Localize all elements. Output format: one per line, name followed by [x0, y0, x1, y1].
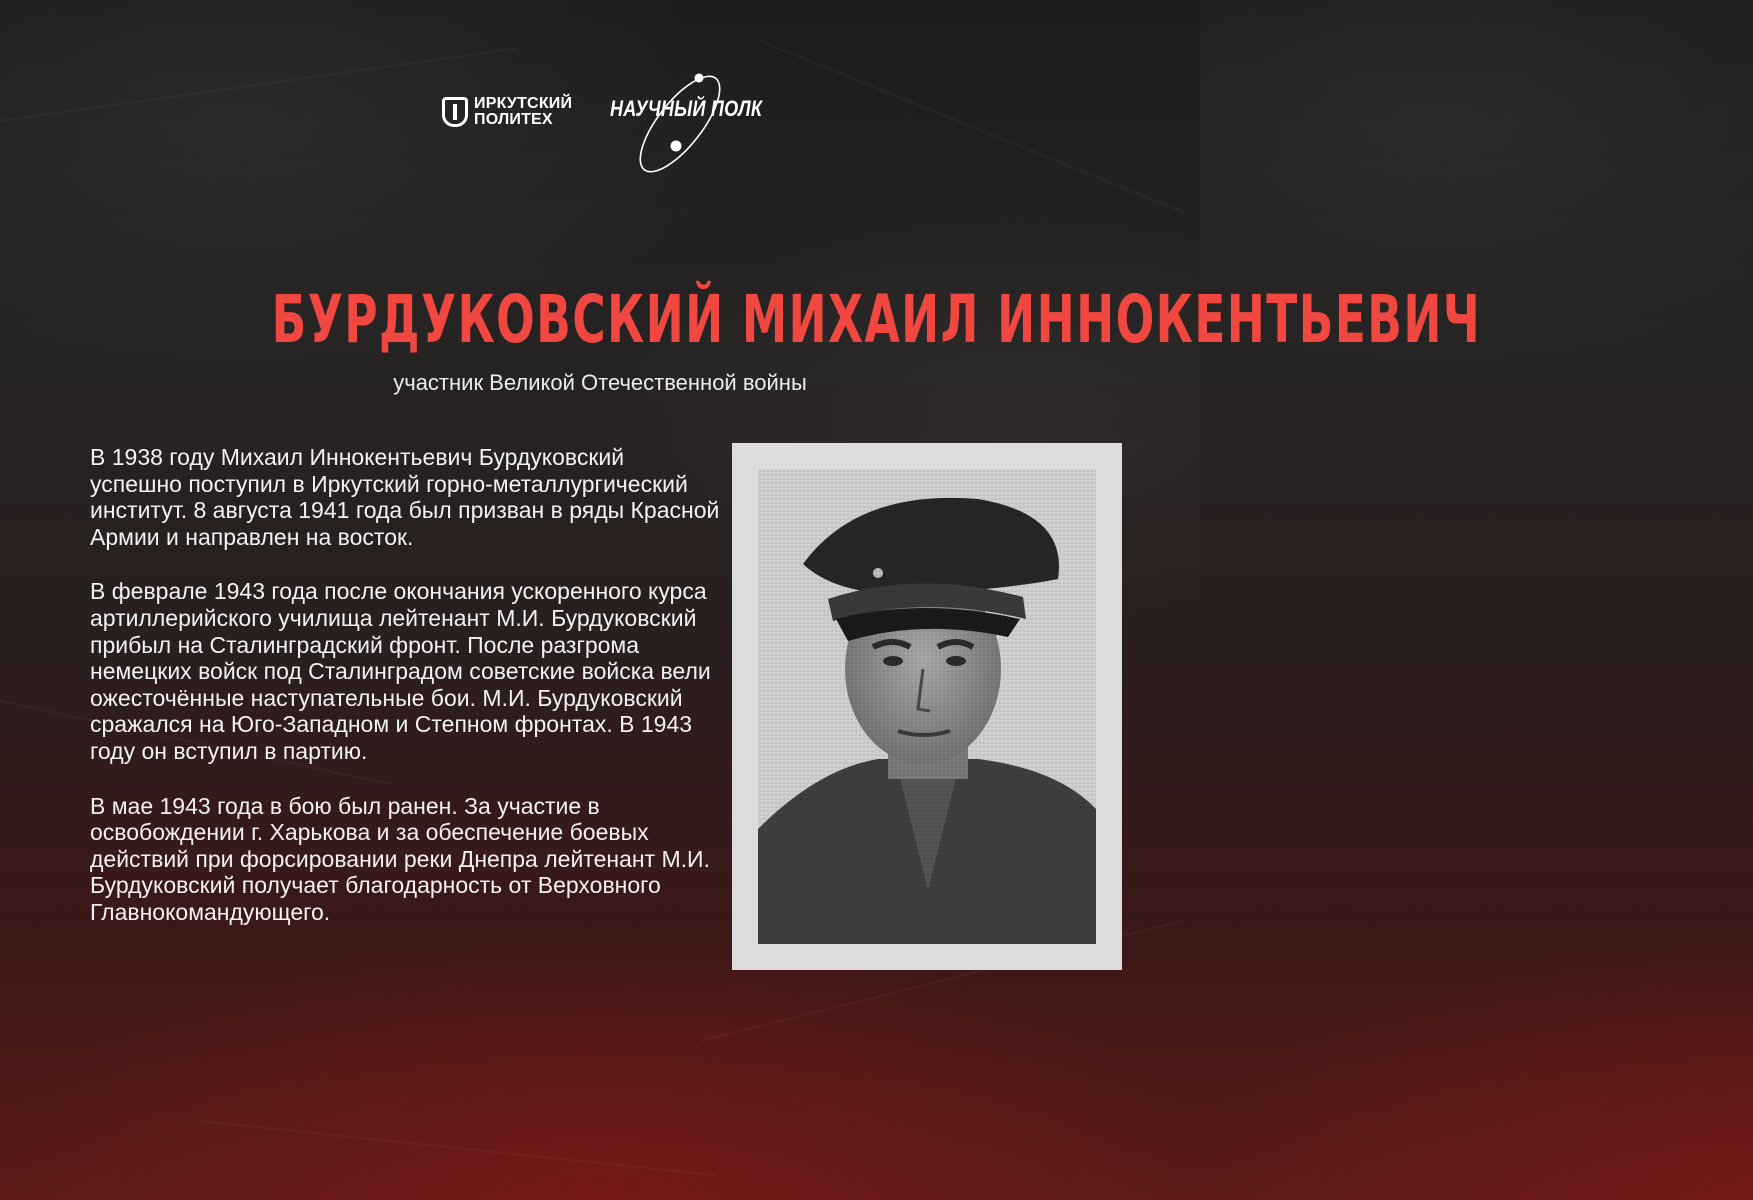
page-title-text: БУРДУКОВСКИЙ МИХАИЛ ИННОКЕНТЬЕВИЧ	[271, 281, 1482, 358]
biography-paragraph: В 1938 году Михаил Иннокентьевич Бурдуковский успешно поступил в Иркутский горно-металлургический институт. 8 августа 1941 года был призван в ряды Красной Армии и направлен на восток.	[90, 444, 720, 550]
politeh-logo-icon	[442, 97, 468, 127]
texture-crease	[200, 1120, 717, 1176]
biography-paragraph: В феврале 1943 года после окончания ускоренного курса артиллерийского училища лейтенант М.И. Бурдуковский прибыл на Сталинградский фронт. После разгрома немецких войск под Сталинградом советские войска вели ожесточённые наступательные бои. М.И. Бурдуковский сражался на Юго-Западном и Степном фронтах. В 1943 году он вступил в партию.	[90, 578, 711, 764]
page-title	[0, 280, 1482, 360]
politeh-logo	[442, 96, 572, 128]
biography-paragraph: В мае 1943 года в бою был ранен. За участие в освобождении г. Харькова и за обеспечение боевых действий при форсировании реки Днепра лейтенант М.И. Бурдуковский получает благодарность от Верховного Главнокомандующего.	[90, 792, 710, 925]
portrait-photo	[758, 469, 1096, 944]
politeh-logo-line2: ПОЛИТЕХ	[474, 111, 553, 128]
nauchny-polk-logo-text: НАУЧНЫЙ ПОЛК	[610, 96, 763, 121]
logo-bar	[0, 66, 1200, 166]
portrait-illustration	[758, 469, 1096, 944]
biography-text	[90, 444, 720, 954]
page-subtitle: участник Великой Отечественной войны	[393, 370, 807, 395]
nauchny-polk-logo	[608, 66, 768, 166]
portrait-frame	[732, 443, 1122, 970]
politeh-logo-line1: ИРКУТСКИЙ	[474, 95, 573, 112]
politeh-logo-text	[474, 96, 572, 128]
